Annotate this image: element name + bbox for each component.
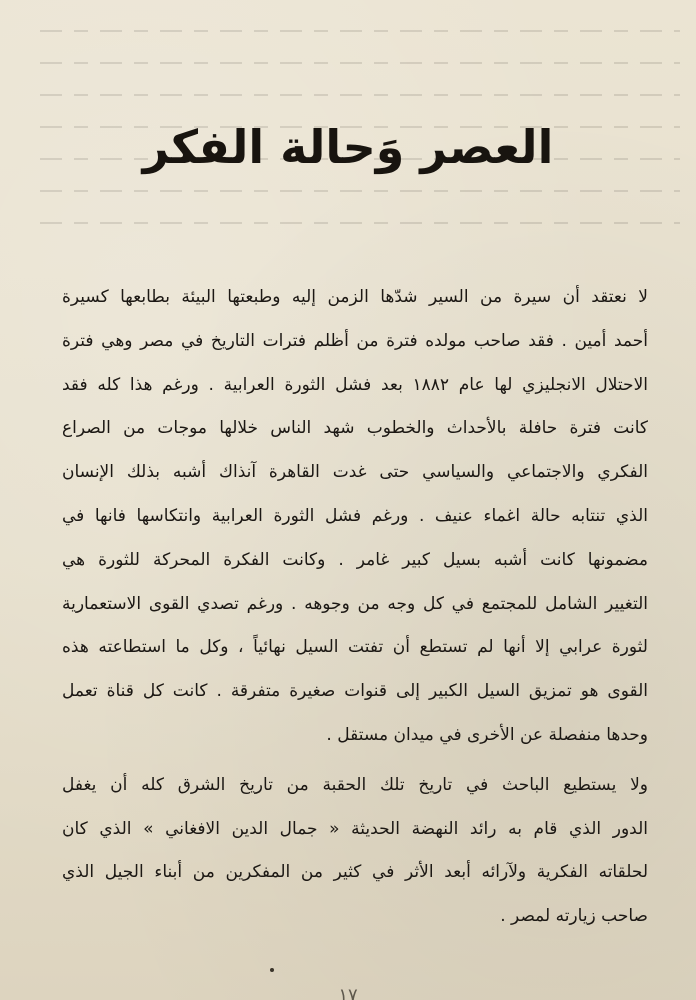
text-line: أحمد أمين . فقد صاحب مولده فترة من أظلم فترات التاريخ في مصر وهي فترة (62, 330, 648, 351)
body-text (62, 276, 648, 939)
text-line: الذي تنتابه حالة اغماء عنيف . ورغم فشل الثورة العرابية وانتكاسها فانها في (62, 505, 648, 526)
text-line: التغيير الشامل للمجتمع في كل وجه من وجوهه . ورغم تصدي القوى الاستعمارية (62, 593, 648, 614)
chapter-title (0, 120, 696, 175)
chapter-title-text: العصر وَحالة الفكر (142, 120, 554, 174)
text-line: ولا يستطيع الباحث في تاريخ تلك الحقبة من تاريخ الشرق كله أن يغفل (62, 774, 648, 795)
text-line: لحلقاته الفكرية ولآرائه أبعد الأثر في كثير من المفكرين من أبناء الجيل الذي (62, 862, 648, 883)
text-line: صاحب زيارته لمصر . (500, 906, 648, 927)
paragraph (62, 764, 648, 939)
text-line: مضمونها كانت أشبه بسيل كبير غامر . وكانت الفكرة المحركة للثورة هي (62, 549, 648, 570)
text-line: لا نعتقد أن سيرة من السير شدّها الزمن إليه وطبعتها البيئة بطابعها كسيرة (62, 287, 648, 307)
paragraph (62, 276, 648, 758)
text-line: الدور الذي قام به رائد النهضة الحديثة « جمال الدين الافغاني » الذي كان (62, 818, 648, 839)
ornament-dot (270, 968, 274, 972)
text-line: وحدها منفصلة عن الأخرى في ميدان مستقل . (326, 724, 648, 745)
text-line: لثورة عرابي إلا أنها لم تستطع أن تفتت السيل نهائياً ، وكل ما استطاعته هذه (62, 637, 648, 658)
text-line: الفكري والاجتماعي والسياسي حتى غدت القاهرة آنذاك أشبه بذلك الإنسان (62, 462, 648, 483)
text-line: القوى هو تمزيق السيل الكبير إلى قنوات صغيرة متفرقة . كانت كل قناة تعمل (62, 681, 648, 702)
page-number: ١٧ (338, 985, 358, 1000)
text-line: الاحتلال الانجليزي لها عام ١٨٨٢ بعد فشل الثورة العرابية . ورغم هذا كله فقد (62, 374, 648, 395)
text-line: كانت فترة حافلة بالأحداث والخطوب شهد الناس خلالها موجات من الصراع (62, 418, 648, 439)
